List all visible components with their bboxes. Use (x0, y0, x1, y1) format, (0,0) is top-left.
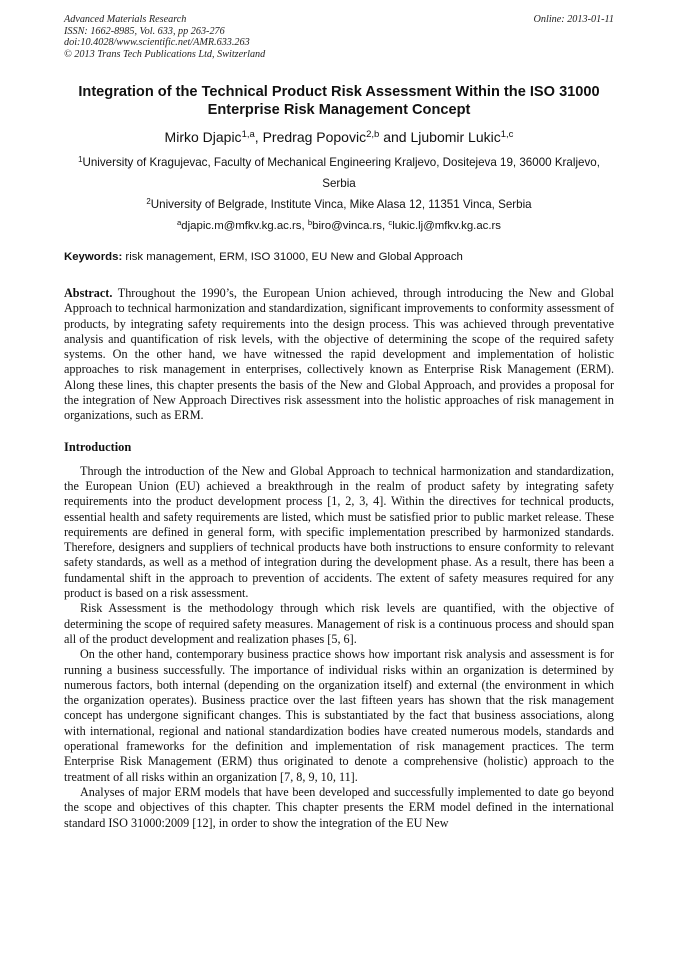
author-name: Ljubomir Lukic (410, 129, 501, 145)
email-separator: , (381, 220, 389, 232)
abstract-text: Throughout the 1990’s, the European Union achieved, through introducing the New and Global Approach to technical harmonization and standardization, significant improvements to conformity assessment of products, by integrating safety requirements into the design process. This was achieved through preventative analysis and quantification of risk levels, with the objective of determining the scope of the required safety systems. On the other hand, we have witnessed the rapid development and implementation of holistic approaches to risk management in enterprises, collectively known as Enterprise Risk Management (ERM). Along these lines, this chapter presents the basis of the New and Global Approach, and provides a proposal for the integration of New Approach Directives risk assessment into the holistic approaches of risk management in organizations, such as ERM. (64, 286, 614, 423)
author-affiliation-mark: 2,b (366, 129, 380, 141)
journal-header (64, 14, 614, 60)
author-separator: and (379, 129, 411, 145)
body-paragraph: On the other hand, contemporary business practice shows how important risk analysis and assessment is for running a business successfully. The importance of individual risks within an organization is determined by numerous factors, both internal (depending on the organization itself) and external (the environment in which the organization operates). Business practice over the last fifteen years has shown that the risk management concept has undergone significant changes. This is substantiated by the fact that business associations, along with international, regional and national standardization bodies have created numerous models, standards and operational frameworks for the definition and implementation of risk management practices. The term Enterprise Risk Management (ERM) thus originated to denote a comprehensive (holistic) approach to the treatment of all risks within an organization [7, 8, 9, 10, 11]. (64, 647, 614, 784)
section-heading-introduction: Introduction (64, 439, 132, 454)
keywords-text: risk management, ERM, ISO 31000, EU New and Global Approach (122, 251, 463, 263)
author-list (64, 129, 614, 146)
online-date: Online: 2013-01-11 (533, 14, 614, 25)
email-link[interactable]: biro@vinca.rs (312, 220, 382, 232)
author-name: Predrag Popovic (262, 129, 367, 145)
email-mark: c (388, 218, 393, 228)
affiliation-text: University of Kragujevac, Faculty of Mechanical Engineering Kraljevo, Dositejeva 19, 36000 Kraljevo, Serbia (82, 156, 600, 190)
keywords (64, 250, 614, 265)
body-paragraph: Risk Assessment is the methodology through which risk levels are quantified, with the objective of determining the scope of required safety measures. Management of risk is a continuous process and should span all of the product development and realization phases [5, 6]. (64, 601, 614, 646)
author-separator: , (254, 129, 263, 145)
author-affiliation-mark: 1,a (241, 129, 255, 141)
affiliation-2 (64, 194, 614, 215)
body-paragraph: Analyses of major ERM models that have been developed and successfully implemented to date go beyond the scope and objectives of this chapter. This chapter presents the ERM model defined in the international standard ISO 31000:2009 [12], in order to show the integration of the EU New (64, 784, 614, 830)
journal-copyright: © 2013 Trans Tech Publications Ltd, Switzerland (64, 48, 266, 60)
affiliation-mark: 1 (78, 155, 83, 165)
paper-title: Integration of the Technical Product Risk Assessment Within the ISO 31000 Enterprise Risk Management Concept (78, 84, 600, 118)
email-link[interactable]: djapic.m@mfkv.kg.ac.rs (181, 220, 302, 232)
affiliation-text: University of Belgrade, Institute Vinca, Mike Alasa 12, 11351 Vinca, Serbia (150, 198, 532, 211)
email-mark: a (176, 218, 182, 228)
journal-doi: doi:10.4028/www.scientific.net/AMR.633.263 (64, 37, 250, 48)
author-affiliation-mark: 1,c (500, 129, 514, 141)
affiliation-mark: 2 (146, 197, 151, 207)
author-name: Mirko Djapic (164, 129, 242, 145)
abstract (64, 286, 614, 424)
body-paragraph: Through the introduction of the New and Global Approach to technical harmonization and standardization, the European Union (EU) achieved a breakthrough in the realm of product safety by integrating safety requirements into the product development process [1, 2, 3, 4]. Within the directives for technical products, essential health and safety requirements are listed, which must be satisfied prior to public market release. These requirements are defined in general form, with specific implementation prescribed by harmonized standards. Therefore, designers and suppliers of technical products have both instructions to ensure conformity to relevant safety standards, as well as a method of integration during the development phase. As a result, there has been a fundamental shift in the approach to prevention of accidents. The extent of safety measures required for any product is based on a risk assessment. (64, 463, 614, 601)
email-link[interactable]: lukic.lj@mfkv.kg.ac.rs (392, 220, 502, 232)
email-separator: , (301, 220, 308, 232)
author-emails (64, 216, 614, 236)
journal-issn: ISSN: 1662-8985, Vol. 633, pp 263-276 (64, 25, 225, 37)
keywords-label: Keywords: (64, 251, 123, 263)
journal-name: Advanced Materials Research (64, 14, 187, 25)
abstract-label: Abstract. (64, 286, 113, 300)
affiliation-1 (64, 152, 614, 194)
email-mark: b (307, 218, 313, 228)
